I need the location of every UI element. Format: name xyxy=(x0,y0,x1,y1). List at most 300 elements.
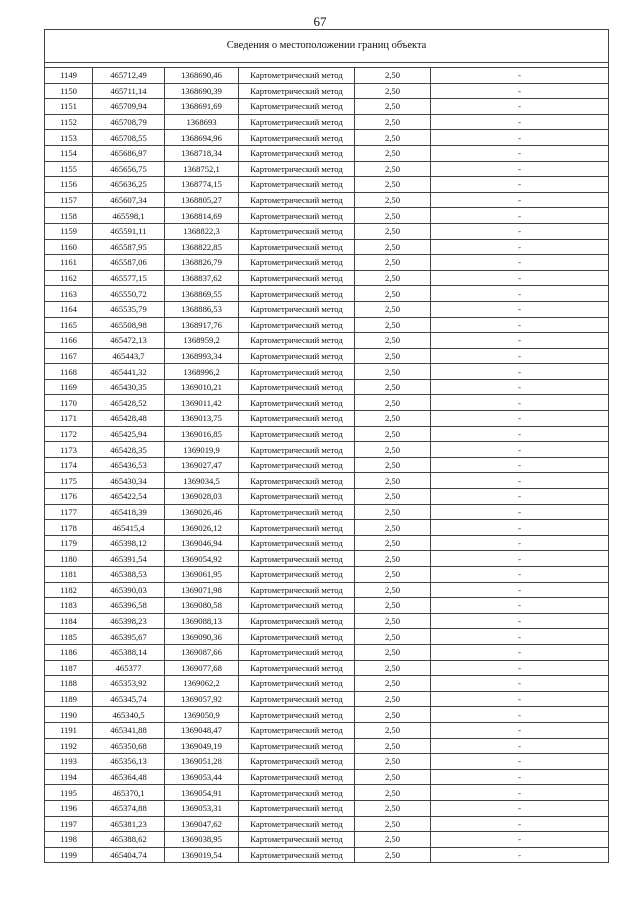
x-coordinate-cell: 465422,54 xyxy=(93,489,165,505)
accuracy-cell: 2,50 xyxy=(355,83,431,99)
x-coordinate-cell: 465404,74 xyxy=(93,847,165,863)
y-coordinate-cell: 1368752,1 xyxy=(165,161,239,177)
point-number-cell: 1171 xyxy=(45,411,93,427)
table-row xyxy=(45,816,609,832)
accuracy-cell: 2,50 xyxy=(355,68,431,84)
table-row xyxy=(45,177,609,193)
y-coordinate-cell: 1368694,96 xyxy=(165,130,239,146)
x-coordinate-cell: 465430,34 xyxy=(93,473,165,489)
point-number-cell: 1176 xyxy=(45,489,93,505)
y-coordinate-cell: 1369062,2 xyxy=(165,676,239,692)
note-cell: - xyxy=(431,426,609,442)
method-cell: Картометрический метод xyxy=(239,145,355,161)
table-row xyxy=(45,161,609,177)
accuracy-cell: 2,50 xyxy=(355,644,431,660)
accuracy-cell: 2,50 xyxy=(355,769,431,785)
table-row xyxy=(45,68,609,84)
point-number-cell: 1190 xyxy=(45,707,93,723)
method-cell: Картометрический метод xyxy=(239,535,355,551)
y-coordinate-cell: 1369034,5 xyxy=(165,473,239,489)
accuracy-cell: 2,50 xyxy=(355,99,431,115)
note-cell: - xyxy=(431,769,609,785)
accuracy-cell: 2,50 xyxy=(355,567,431,583)
note-cell: - xyxy=(431,270,609,286)
table-row xyxy=(45,613,609,629)
method-cell: Картометрический метод xyxy=(239,130,355,146)
note-cell: - xyxy=(431,582,609,598)
y-coordinate-cell: 1369010,21 xyxy=(165,379,239,395)
y-coordinate-cell: 1368718,34 xyxy=(165,145,239,161)
x-coordinate-cell: 465712,49 xyxy=(93,68,165,84)
point-number-cell: 1152 xyxy=(45,114,93,130)
method-cell: Картометрический метод xyxy=(239,301,355,317)
method-cell: Картометрический метод xyxy=(239,785,355,801)
note-cell: - xyxy=(431,348,609,364)
point-number-cell: 1181 xyxy=(45,567,93,583)
accuracy-cell: 2,50 xyxy=(355,411,431,427)
method-cell: Картометрический метод xyxy=(239,114,355,130)
point-number-cell: 1187 xyxy=(45,660,93,676)
method-cell: Картометрический метод xyxy=(239,676,355,692)
point-number-cell: 1154 xyxy=(45,145,93,161)
y-coordinate-cell: 1369054,92 xyxy=(165,551,239,567)
accuracy-cell: 2,50 xyxy=(355,832,431,848)
y-coordinate-cell: 1368993,34 xyxy=(165,348,239,364)
method-cell: Картометрический метод xyxy=(239,473,355,489)
point-number-cell: 1151 xyxy=(45,99,93,115)
y-coordinate-cell: 1368822,3 xyxy=(165,223,239,239)
method-cell: Картометрический метод xyxy=(239,442,355,458)
accuracy-cell: 2,50 xyxy=(355,660,431,676)
table-row xyxy=(45,847,609,863)
x-coordinate-cell: 465535,79 xyxy=(93,301,165,317)
method-cell: Картометрический метод xyxy=(239,83,355,99)
method-cell: Картометрический метод xyxy=(239,613,355,629)
point-number-cell: 1191 xyxy=(45,722,93,738)
method-cell: Картометрический метод xyxy=(239,333,355,349)
x-coordinate-cell: 465353,92 xyxy=(93,676,165,692)
note-cell: - xyxy=(431,535,609,551)
y-coordinate-cell: 1368826,79 xyxy=(165,255,239,271)
point-number-cell: 1159 xyxy=(45,223,93,239)
x-coordinate-cell: 465441,32 xyxy=(93,364,165,380)
x-coordinate-cell: 465377 xyxy=(93,660,165,676)
table-row xyxy=(45,114,609,130)
x-coordinate-cell: 465356,13 xyxy=(93,754,165,770)
accuracy-cell: 2,50 xyxy=(355,457,431,473)
y-coordinate-cell: 1368690,46 xyxy=(165,68,239,84)
point-number-cell: 1183 xyxy=(45,598,93,614)
table-row xyxy=(45,535,609,551)
y-coordinate-cell: 1369047,62 xyxy=(165,816,239,832)
x-coordinate-cell: 465636,25 xyxy=(93,177,165,193)
x-coordinate-cell: 465598,1 xyxy=(93,208,165,224)
y-coordinate-cell: 1369087,66 xyxy=(165,644,239,660)
note-cell: - xyxy=(431,364,609,380)
x-coordinate-cell: 465436,53 xyxy=(93,457,165,473)
table-row xyxy=(45,785,609,801)
y-coordinate-cell: 1368917,76 xyxy=(165,317,239,333)
x-coordinate-cell: 465370,1 xyxy=(93,785,165,801)
x-coordinate-cell: 465398,23 xyxy=(93,613,165,629)
accuracy-cell: 2,50 xyxy=(355,598,431,614)
method-cell: Картометрический метод xyxy=(239,68,355,84)
note-cell: - xyxy=(431,442,609,458)
point-number-cell: 1186 xyxy=(45,644,93,660)
table-row xyxy=(45,473,609,489)
x-coordinate-cell: 465390,03 xyxy=(93,582,165,598)
x-coordinate-cell: 465395,67 xyxy=(93,629,165,645)
accuracy-cell: 2,50 xyxy=(355,114,431,130)
method-cell: Картометрический метод xyxy=(239,520,355,536)
method-cell: Картометрический метод xyxy=(239,192,355,208)
x-coordinate-cell: 465591,11 xyxy=(93,223,165,239)
y-coordinate-cell: 1369026,46 xyxy=(165,504,239,520)
x-coordinate-cell: 465428,35 xyxy=(93,442,165,458)
y-coordinate-cell: 1369011,42 xyxy=(165,395,239,411)
point-number-cell: 1166 xyxy=(45,333,93,349)
table-row xyxy=(45,99,609,115)
point-number-cell: 1167 xyxy=(45,348,93,364)
x-coordinate-cell: 465428,52 xyxy=(93,395,165,411)
y-coordinate-cell: 1369028,03 xyxy=(165,489,239,505)
method-cell: Картометрический метод xyxy=(239,99,355,115)
note-cell: - xyxy=(431,255,609,271)
accuracy-cell: 2,50 xyxy=(355,239,431,255)
table-body xyxy=(45,30,609,863)
method-cell: Картометрический метод xyxy=(239,208,355,224)
accuracy-cell: 2,50 xyxy=(355,208,431,224)
note-cell: - xyxy=(431,286,609,302)
y-coordinate-cell: 1368691,69 xyxy=(165,99,239,115)
point-number-cell: 1168 xyxy=(45,364,93,380)
x-coordinate-cell: 465398,12 xyxy=(93,535,165,551)
accuracy-cell: 2,50 xyxy=(355,270,431,286)
point-number-cell: 1163 xyxy=(45,286,93,302)
x-coordinate-cell: 465396,58 xyxy=(93,598,165,614)
y-coordinate-cell: 1369019,54 xyxy=(165,847,239,863)
method-cell: Картометрический метод xyxy=(239,161,355,177)
accuracy-cell: 2,50 xyxy=(355,395,431,411)
x-coordinate-cell: 465550,72 xyxy=(93,286,165,302)
accuracy-cell: 2,50 xyxy=(355,192,431,208)
point-number-cell: 1161 xyxy=(45,255,93,271)
y-coordinate-cell: 1369019,9 xyxy=(165,442,239,458)
table-row xyxy=(45,145,609,161)
method-cell: Картометрический метод xyxy=(239,551,355,567)
y-coordinate-cell: 1369050,9 xyxy=(165,707,239,723)
y-coordinate-cell: 1368869,55 xyxy=(165,286,239,302)
table-row xyxy=(45,192,609,208)
table-row xyxy=(45,769,609,785)
y-coordinate-cell: 1369061,95 xyxy=(165,567,239,583)
accuracy-cell: 2,50 xyxy=(355,722,431,738)
accuracy-cell: 2,50 xyxy=(355,177,431,193)
y-coordinate-cell: 1369054,91 xyxy=(165,785,239,801)
y-coordinate-cell: 1368886,53 xyxy=(165,301,239,317)
accuracy-cell: 2,50 xyxy=(355,754,431,770)
accuracy-cell: 2,50 xyxy=(355,364,431,380)
method-cell: Картометрический метод xyxy=(239,567,355,583)
table-row xyxy=(45,317,609,333)
method-cell: Картометрический метод xyxy=(239,629,355,645)
y-coordinate-cell: 1368822,85 xyxy=(165,239,239,255)
x-coordinate-cell: 465430,35 xyxy=(93,379,165,395)
table-row xyxy=(45,130,609,146)
point-number-cell: 1162 xyxy=(45,270,93,286)
y-coordinate-cell: 1368693 xyxy=(165,114,239,130)
x-coordinate-cell: 465587,95 xyxy=(93,239,165,255)
table-row xyxy=(45,223,609,239)
table-row xyxy=(45,442,609,458)
method-cell: Картометрический метод xyxy=(239,270,355,286)
table-row xyxy=(45,738,609,754)
note-cell: - xyxy=(431,800,609,816)
table-row xyxy=(45,754,609,770)
x-coordinate-cell: 465708,55 xyxy=(93,130,165,146)
note-cell: - xyxy=(431,99,609,115)
y-coordinate-cell: 1369071,98 xyxy=(165,582,239,598)
accuracy-cell: 2,50 xyxy=(355,348,431,364)
y-coordinate-cell: 1368690,39 xyxy=(165,83,239,99)
note-cell: - xyxy=(431,395,609,411)
accuracy-cell: 2,50 xyxy=(355,520,431,536)
point-number-cell: 1156 xyxy=(45,177,93,193)
x-coordinate-cell: 465350,68 xyxy=(93,738,165,754)
note-cell: - xyxy=(431,301,609,317)
table-row xyxy=(45,286,609,302)
table-row xyxy=(45,333,609,349)
note-cell: - xyxy=(431,457,609,473)
accuracy-cell: 2,50 xyxy=(355,301,431,317)
method-cell: Картометрический метод xyxy=(239,411,355,427)
method-cell: Картометрический метод xyxy=(239,379,355,395)
table-row xyxy=(45,520,609,536)
point-number-cell: 1198 xyxy=(45,832,93,848)
method-cell: Картометрический метод xyxy=(239,754,355,770)
method-cell: Картометрический метод xyxy=(239,691,355,707)
y-coordinate-cell: 1368959,2 xyxy=(165,333,239,349)
table-row xyxy=(45,722,609,738)
table-row xyxy=(45,629,609,645)
note-cell: - xyxy=(431,722,609,738)
y-coordinate-cell: 1369027,47 xyxy=(165,457,239,473)
accuracy-cell: 2,50 xyxy=(355,847,431,863)
method-cell: Картометрический метод xyxy=(239,317,355,333)
table-row xyxy=(45,239,609,255)
note-cell: - xyxy=(431,161,609,177)
table-row xyxy=(45,598,609,614)
note-cell: - xyxy=(431,489,609,505)
note-cell: - xyxy=(431,785,609,801)
note-cell: - xyxy=(431,473,609,489)
point-number-cell: 1150 xyxy=(45,83,93,99)
x-coordinate-cell: 465374,88 xyxy=(93,800,165,816)
note-cell: - xyxy=(431,754,609,770)
accuracy-cell: 2,50 xyxy=(355,707,431,723)
method-cell: Картометрический метод xyxy=(239,286,355,302)
table-row xyxy=(45,411,609,427)
note-cell: - xyxy=(431,192,609,208)
x-coordinate-cell: 465388,53 xyxy=(93,567,165,583)
accuracy-cell: 2,50 xyxy=(355,785,431,801)
method-cell: Картометрический метод xyxy=(239,644,355,660)
y-coordinate-cell: 1369077,68 xyxy=(165,660,239,676)
note-cell: - xyxy=(431,832,609,848)
x-coordinate-cell: 465415,4 xyxy=(93,520,165,536)
x-coordinate-cell: 465388,14 xyxy=(93,644,165,660)
point-number-cell: 1153 xyxy=(45,130,93,146)
note-cell: - xyxy=(431,130,609,146)
method-cell: Картометрический метод xyxy=(239,816,355,832)
accuracy-cell: 2,50 xyxy=(355,629,431,645)
note-cell: - xyxy=(431,145,609,161)
note-cell: - xyxy=(431,598,609,614)
note-cell: - xyxy=(431,660,609,676)
point-number-cell: 1172 xyxy=(45,426,93,442)
table-row xyxy=(45,426,609,442)
page-number: 67 xyxy=(313,14,327,29)
point-number-cell: 1174 xyxy=(45,457,93,473)
x-coordinate-cell: 465345,74 xyxy=(93,691,165,707)
accuracy-cell: 2,50 xyxy=(355,489,431,505)
y-coordinate-cell: 1369026,12 xyxy=(165,520,239,536)
y-coordinate-cell: 1368774,15 xyxy=(165,177,239,193)
point-number-cell: 1193 xyxy=(45,754,93,770)
x-coordinate-cell: 465686,97 xyxy=(93,145,165,161)
boundary-table-sheet xyxy=(44,29,608,863)
table-row xyxy=(45,395,609,411)
table-row xyxy=(45,504,609,520)
method-cell: Картометрический метод xyxy=(239,239,355,255)
table-row xyxy=(45,489,609,505)
note-cell: - xyxy=(431,177,609,193)
point-number-cell: 1194 xyxy=(45,769,93,785)
table-row xyxy=(45,832,609,848)
accuracy-cell: 2,50 xyxy=(355,738,431,754)
note-cell: - xyxy=(431,644,609,660)
accuracy-cell: 2,50 xyxy=(355,691,431,707)
point-number-cell: 1169 xyxy=(45,379,93,395)
note-cell: - xyxy=(431,504,609,520)
accuracy-cell: 2,50 xyxy=(355,333,431,349)
note-cell: - xyxy=(431,707,609,723)
method-cell: Картометрический метод xyxy=(239,426,355,442)
x-coordinate-cell: 465472,13 xyxy=(93,333,165,349)
table-row xyxy=(45,707,609,723)
accuracy-cell: 2,50 xyxy=(355,504,431,520)
y-coordinate-cell: 1369013,75 xyxy=(165,411,239,427)
x-coordinate-cell: 465587,06 xyxy=(93,255,165,271)
accuracy-cell: 2,50 xyxy=(355,426,431,442)
y-coordinate-cell: 1369051,28 xyxy=(165,754,239,770)
point-number-cell: 1185 xyxy=(45,629,93,645)
boundary-coordinates-table xyxy=(44,29,609,863)
note-cell: - xyxy=(431,411,609,427)
y-coordinate-cell: 1369048,47 xyxy=(165,722,239,738)
method-cell: Картометрический метод xyxy=(239,504,355,520)
table-row xyxy=(45,644,609,660)
method-cell: Картометрический метод xyxy=(239,582,355,598)
point-number-cell: 1180 xyxy=(45,551,93,567)
y-coordinate-cell: 1369053,44 xyxy=(165,769,239,785)
note-cell: - xyxy=(431,317,609,333)
note-cell: - xyxy=(431,738,609,754)
table-row xyxy=(45,348,609,364)
x-coordinate-cell: 465708,79 xyxy=(93,114,165,130)
y-coordinate-cell: 1368996,2 xyxy=(165,364,239,380)
accuracy-cell: 2,50 xyxy=(355,473,431,489)
note-cell: - xyxy=(431,676,609,692)
method-cell: Картометрический метод xyxy=(239,800,355,816)
point-number-cell: 1173 xyxy=(45,442,93,458)
table-row xyxy=(45,567,609,583)
y-coordinate-cell: 1369090,36 xyxy=(165,629,239,645)
accuracy-cell: 2,50 xyxy=(355,535,431,551)
note-cell: - xyxy=(431,847,609,863)
note-cell: - xyxy=(431,83,609,99)
accuracy-cell: 2,50 xyxy=(355,286,431,302)
x-coordinate-cell: 465443,7 xyxy=(93,348,165,364)
accuracy-cell: 2,50 xyxy=(355,317,431,333)
table-row xyxy=(45,660,609,676)
point-number-cell: 1189 xyxy=(45,691,93,707)
accuracy-cell: 2,50 xyxy=(355,800,431,816)
y-coordinate-cell: 1369046,94 xyxy=(165,535,239,551)
method-cell: Картометрический метод xyxy=(239,660,355,676)
x-coordinate-cell: 465418,39 xyxy=(93,504,165,520)
point-number-cell: 1196 xyxy=(45,800,93,816)
table-row xyxy=(45,364,609,380)
x-coordinate-cell: 465425,94 xyxy=(93,426,165,442)
x-coordinate-cell: 465340,5 xyxy=(93,707,165,723)
method-cell: Картометрический метод xyxy=(239,177,355,193)
point-number-cell: 1182 xyxy=(45,582,93,598)
accuracy-cell: 2,50 xyxy=(355,161,431,177)
note-cell: - xyxy=(431,333,609,349)
method-cell: Картометрический метод xyxy=(239,738,355,754)
x-coordinate-cell: 465341,88 xyxy=(93,722,165,738)
note-cell: - xyxy=(431,223,609,239)
accuracy-cell: 2,50 xyxy=(355,255,431,271)
y-coordinate-cell: 1369057,92 xyxy=(165,691,239,707)
point-number-cell: 1192 xyxy=(45,738,93,754)
method-cell: Картометрический метод xyxy=(239,598,355,614)
note-cell: - xyxy=(431,816,609,832)
table-row xyxy=(45,208,609,224)
point-number-cell: 1160 xyxy=(45,239,93,255)
table-row xyxy=(45,691,609,707)
table-row xyxy=(45,255,609,271)
note-cell: - xyxy=(431,239,609,255)
y-coordinate-cell: 1369038,95 xyxy=(165,832,239,848)
x-coordinate-cell: 465364,48 xyxy=(93,769,165,785)
point-number-cell: 1195 xyxy=(45,785,93,801)
x-coordinate-cell: 465381,23 xyxy=(93,816,165,832)
note-cell: - xyxy=(431,613,609,629)
accuracy-cell: 2,50 xyxy=(355,379,431,395)
note-cell: - xyxy=(431,629,609,645)
y-coordinate-cell: 1369049,19 xyxy=(165,738,239,754)
note-cell: - xyxy=(431,520,609,536)
note-cell: - xyxy=(431,551,609,567)
accuracy-cell: 2,50 xyxy=(355,223,431,239)
table-row xyxy=(45,551,609,567)
table-row xyxy=(45,301,609,317)
x-coordinate-cell: 465709,94 xyxy=(93,99,165,115)
y-coordinate-cell: 1369088,13 xyxy=(165,613,239,629)
method-cell: Картометрический метод xyxy=(239,489,355,505)
